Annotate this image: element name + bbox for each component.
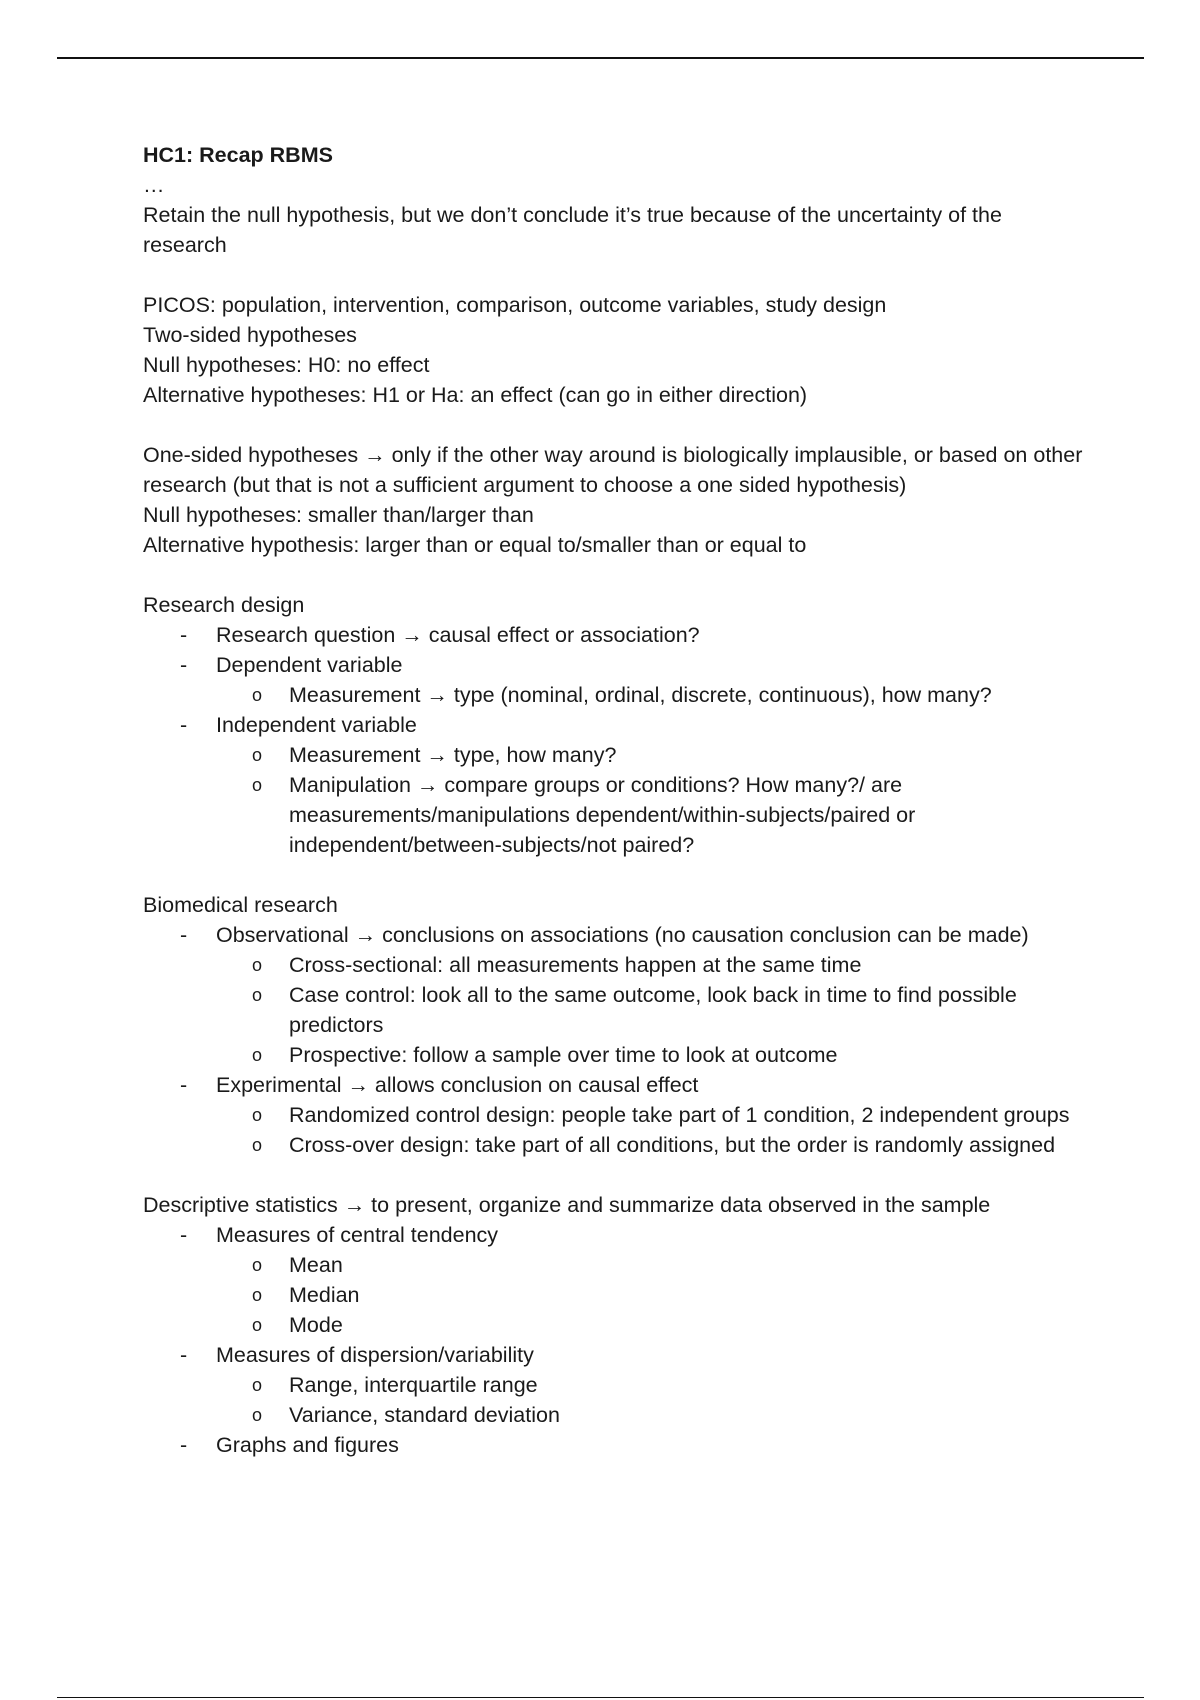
list-item — [143, 1070, 1083, 1160]
sub-list — [216, 1100, 1083, 1160]
dash-bullet: - — [180, 1073, 188, 1097]
one-sided-heading: One-sided hypotheses → only if the other way around is biologically implausible, or based on other research (but that is not a sufficient argument to choose a one sided hypothesis) — [143, 443, 1083, 497]
list-item-text: Measures of dispersion/variability — [216, 1343, 534, 1367]
sub-list-item-text: Cross-over design: take part of all conditions, but the order is randomly assigned — [289, 1133, 1056, 1157]
biomedical-list — [143, 920, 1083, 1160]
one-sided-alt: Alternative hypothesis: larger than or equal to/smaller than or equal to — [143, 533, 807, 557]
sub-list-item — [216, 680, 1083, 710]
list-item — [143, 1220, 1083, 1340]
research-design-heading: Research design — [143, 593, 305, 617]
list-item-text: Independent variable — [216, 713, 417, 737]
document-title: HC1: Recap RBMS — [143, 143, 333, 167]
dash-bullet: - — [180, 653, 188, 677]
descriptive-heading: Descriptive statistics → to present, organize and summarize data observed in the sample — [143, 1193, 991, 1217]
circle-bullet: o — [252, 1315, 263, 1335]
sub-list-item — [216, 1040, 1083, 1070]
one-sided-null: Null hypotheses: smaller than/larger than — [143, 503, 534, 527]
sub-list-item — [216, 1310, 1083, 1340]
biomedical-heading: Biomedical research — [143, 893, 338, 917]
sub-list-item — [216, 1280, 1083, 1310]
circle-bullet: o — [252, 1405, 263, 1425]
sub-list-item-text: Measurement → type, how many? — [289, 743, 617, 767]
circle-bullet: o — [252, 745, 263, 765]
picos-line: PICOS: population, intervention, comparison, outcome variables, study design — [143, 293, 887, 317]
sub-list-item — [216, 740, 1083, 770]
sub-list-item-text: Prospective: follow a sample over time to look at outcome — [289, 1043, 838, 1067]
list-item-text: Observational → conclusions on associations (no causation conclusion can be made) — [216, 923, 1029, 947]
sub-list — [216, 740, 1083, 860]
sub-list-item-text: Measurement → type (nominal, ordinal, discrete, continuous), how many? — [289, 683, 992, 707]
dash-bullet: - — [180, 923, 188, 947]
list-item-text: Measures of central tendency — [216, 1223, 499, 1247]
list-item — [143, 1340, 1083, 1430]
dash-bullet: - — [180, 1433, 188, 1457]
list-item-text: Experimental → allows conclusion on causal effect — [216, 1073, 699, 1097]
circle-bullet: o — [252, 1105, 263, 1125]
sub-list-item — [216, 950, 1083, 980]
circle-bullet: o — [252, 1375, 263, 1395]
ellipsis: … — [143, 173, 165, 197]
circle-bullet: o — [252, 775, 263, 795]
list-item — [143, 1430, 1083, 1460]
list-item — [143, 620, 1083, 650]
sub-list-item-text: Case control: look all to the same outcome, look back in time to find possible predictors — [289, 983, 1017, 1037]
sub-list-item — [216, 770, 1083, 860]
sub-list — [216, 1250, 1083, 1340]
two-sided-heading: Two-sided hypotheses — [143, 323, 357, 347]
document-body — [143, 140, 1083, 1460]
circle-bullet: o — [252, 955, 263, 975]
list-item-text: Dependent variable — [216, 653, 403, 677]
descriptive-list — [143, 1220, 1083, 1460]
sub-list-item — [216, 1100, 1083, 1130]
sub-list-item-text: Mode — [289, 1313, 343, 1337]
intro-paragraph: Retain the null hypothesis, but we don’t conclude it’s true because of the uncertainty of the research — [143, 203, 1002, 257]
sub-list — [216, 950, 1083, 1070]
circle-bullet: o — [252, 685, 263, 705]
circle-bullet: o — [252, 1135, 263, 1155]
list-item-text: Research question → causal effect or association? — [216, 623, 700, 647]
dash-bullet: - — [180, 713, 188, 737]
sub-list — [216, 680, 1083, 710]
sub-list-item-text: Variance, standard deviation — [289, 1403, 560, 1427]
sub-list-item — [216, 1370, 1083, 1400]
dash-bullet: - — [180, 1343, 188, 1367]
sub-list-item — [216, 1400, 1083, 1430]
footer-rule — [57, 1697, 1144, 1698]
list-item-text: Graphs and figures — [216, 1433, 399, 1457]
circle-bullet: o — [252, 1045, 263, 1065]
sub-list-item-text: Cross-sectional: all measurements happen at the same time — [289, 953, 862, 977]
two-sided-alt: Alternative hypotheses: H1 or Ha: an effect (can go in either direction) — [143, 383, 808, 407]
dash-bullet: - — [180, 1223, 188, 1247]
sub-list — [216, 1370, 1083, 1430]
dash-bullet: - — [180, 623, 188, 647]
list-item — [143, 650, 1083, 710]
list-item — [143, 920, 1083, 1070]
sub-list-item — [216, 980, 1083, 1040]
sub-list-item-text: Randomized control design: people take part of 1 condition, 2 independent groups — [289, 1103, 1070, 1127]
research-design-list — [143, 620, 1083, 860]
circle-bullet: o — [252, 1285, 263, 1305]
circle-bullet: o — [252, 1255, 263, 1275]
sub-list-item — [216, 1130, 1083, 1160]
sub-list-item-text: Median — [289, 1283, 360, 1307]
header-rule — [57, 57, 1144, 59]
two-sided-null: Null hypotheses: H0: no effect — [143, 353, 430, 377]
sub-list-item-text: Mean — [289, 1253, 343, 1277]
sub-list-item — [216, 1250, 1083, 1280]
sub-list-item-text: Range, interquartile range — [289, 1373, 538, 1397]
sub-list-item-text: Manipulation → compare groups or conditions? How many?/ are measurements/manipulations dependent/within-subjects/paired or independent/between-subjects/not paired? — [289, 773, 916, 857]
list-item — [143, 710, 1083, 860]
circle-bullet: o — [252, 985, 263, 1005]
